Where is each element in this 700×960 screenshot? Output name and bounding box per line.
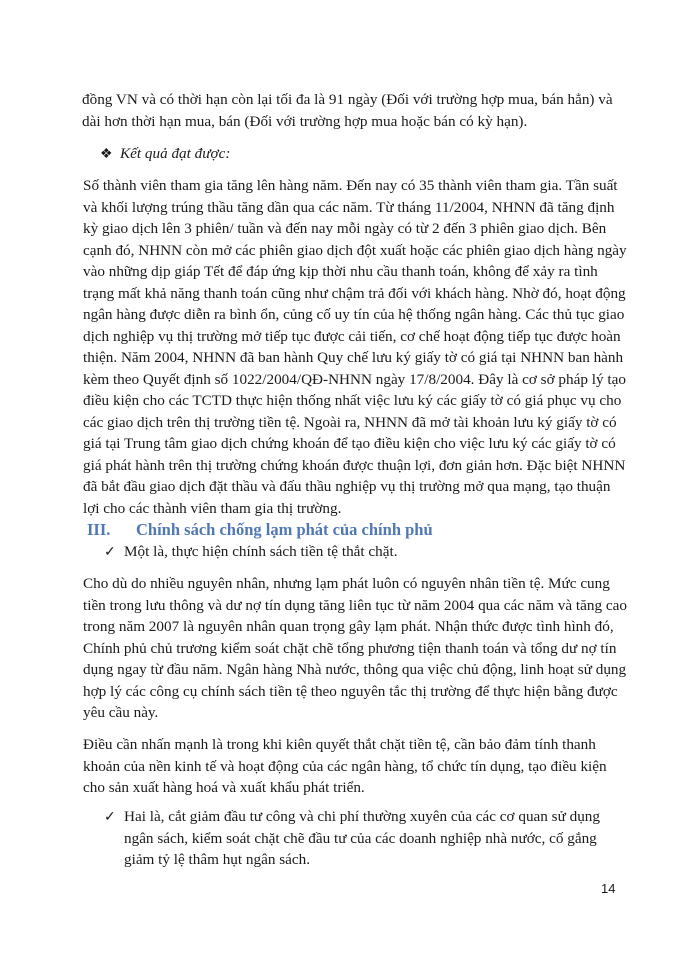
page-number: 14 (601, 881, 616, 896)
text-line: hợp lý các công cụ chính sách tiền tệ theo nguyên tắc thị trường để thực hiện bằng được (83, 682, 618, 700)
section-title: Chính sách chống lạm phát của chính phủ (136, 520, 433, 539)
results-heading (100, 143, 230, 166)
text-line: giảm tỷ lệ thâm hụt ngân sách. (124, 851, 311, 868)
text-line: đã bắt đầu giao dịch đặt thầu và đấu thầu nghiệp vụ thị trường mở qua mạng, tạo thuận (83, 478, 611, 495)
text-line: dài hơn thời hạn mua, bán (Đối với trường hợp mua hoặc bán có kỳ hạn). (82, 112, 528, 130)
text-line: dụng ngay từ đầu năm. Ngân hàng Nhà nước, thông qua việc chủ động, linh hoạt sử dụng (83, 661, 627, 678)
text-line: khoản của nền kinh tế và hoạt động của các ngân hàng, tổ chức tín dụng, tạo điều kiện (83, 757, 607, 775)
text-line: trạng mất khả năng thanh toán cũng như chậm trả đối với khách hàng. Nhờ đó, hoạt động (83, 284, 626, 302)
section-heading (87, 519, 433, 541)
checkmark-icon: ✓ (104, 810, 116, 825)
point-one-text: Một là, thực hiện chính sách tiền tệ thắt chặt. (124, 543, 398, 560)
text-line: Hai là, cắt giảm đầu tư công và chi phí thường xuyên của các cơ quan sử dụng (124, 808, 600, 825)
emphasis-paragraph (83, 734, 621, 799)
text-line: các giao dịch trên thị trường tiền tệ. Ngoài ra, NHNN đã mở tài khoản lưu ký giấy tờ có (83, 413, 617, 431)
text-line: Số thành viên tham gia tăng lên hàng năm. Đến nay có 35 thành viên tham gia. Tần suất (83, 177, 618, 194)
text-line: Điều cần nhấn mạnh là trong khi kiên quyết thắt chặt tiền tệ, cần bảo đảm tính thanh (83, 736, 596, 753)
intro-paragraph (82, 89, 620, 132)
text-line: điều kiện cho các TCTD thực hiện thống nhất việc lưu ký các giấy tờ có giá phục vụ cho (83, 392, 622, 409)
text-line: tiền trong lưu thông và dư nợ tín dụng tăng liên tục từ năm 2004 qua các năm và tăng cao (83, 596, 627, 614)
point-two (104, 806, 600, 868)
text-line: lợi cho các thành viên tham gia thị trường. (83, 499, 342, 517)
text-line: giá tại Trung tâm giao dịch chứng khoán để tạo điều kiện cho việc lưu ký các giấy tờ có (83, 435, 616, 452)
text-line: và khối lượng trúng thầu tăng dần qua các năm. Từ tháng 11/2004, NHNN đã tăng định (83, 198, 615, 216)
text-line: yêu cầu này. (83, 704, 159, 721)
checkmark-icon: ✓ (104, 545, 116, 560)
text-line: thiện. Năm 2004, NHNN đã ban hành Quy chế lưu ký giấy tờ có giá tại NHNN ban hành (83, 349, 624, 366)
results-heading-label: Kết quả đạt được: (120, 145, 231, 162)
text-line: trong năm 2007 là nguyên nhân quan trọng gây lạm phát. Nhận thức được tình hình đó, (83, 618, 614, 635)
inflation-cause-paragraph (83, 573, 627, 724)
text-line: kèm theo Quyết định số 1022/2004/QĐ-NHNN ngày 17/8/2004. Đây là cơ sở pháp lý tạo (83, 370, 626, 388)
text-line: giá phát hành trên thị trường chứng khoán được thuận lợi, đơn giản hơn. Đặc biệt NHNN (83, 456, 626, 474)
point-two-text (124, 806, 600, 871)
text-line: kỳ giao dịch lên 3 phiên/ tuần và đến nay mỗi ngày có từ 2 đến 3 phiên giao dịch. Bên (83, 220, 607, 237)
text-line: dịch nghiệp vụ thị trường mở tiếp tục được cải tiến, cơ chế hoạt động tiếp tục được hoàn (83, 327, 621, 345)
text-line: vào những dịp giáp Tết để đáp ứng kịp thời nhu cầu thanh toán, không để xảy ra tình (83, 263, 598, 280)
text-line: cạnh đó, NHNN còn mở các phiên giao dịch đột xuất hoặc các phiên giao dịch hàng ngày (83, 241, 627, 259)
text-line: ngân hàng được diễn ra bình ổn, củng cố uy tín của hệ thống ngân hàng. Các thủ tục giao (83, 306, 625, 323)
text-line: Cho dù do nhiều nguyên nhân, nhưng lạm phát luôn có nguyên nhân tiền tệ. Mức cung (83, 575, 610, 592)
text-line: ngân sách, kiểm soát chặt chẽ đầu tư của các doanh nghiệp nhà nước, cố gắng (124, 829, 597, 847)
point-one (104, 541, 398, 564)
results-paragraph (83, 175, 627, 519)
text-line: đồng VN và có thời hạn còn lại tối đa là 91 ngày (Đối với trường hợp mua, bán hẳn) và (82, 91, 613, 108)
text-line: cho sản xuất hàng hoá và xuất khẩu phát triển. (83, 779, 365, 796)
text-line: Chính phủ chủ trương kiểm soát chặt chẽ tổng phương tiện thanh toán và tổng dư nợ tín (83, 639, 617, 657)
diamond-bullet-icon: ❖ (100, 147, 113, 162)
section-number: III. (87, 520, 111, 539)
